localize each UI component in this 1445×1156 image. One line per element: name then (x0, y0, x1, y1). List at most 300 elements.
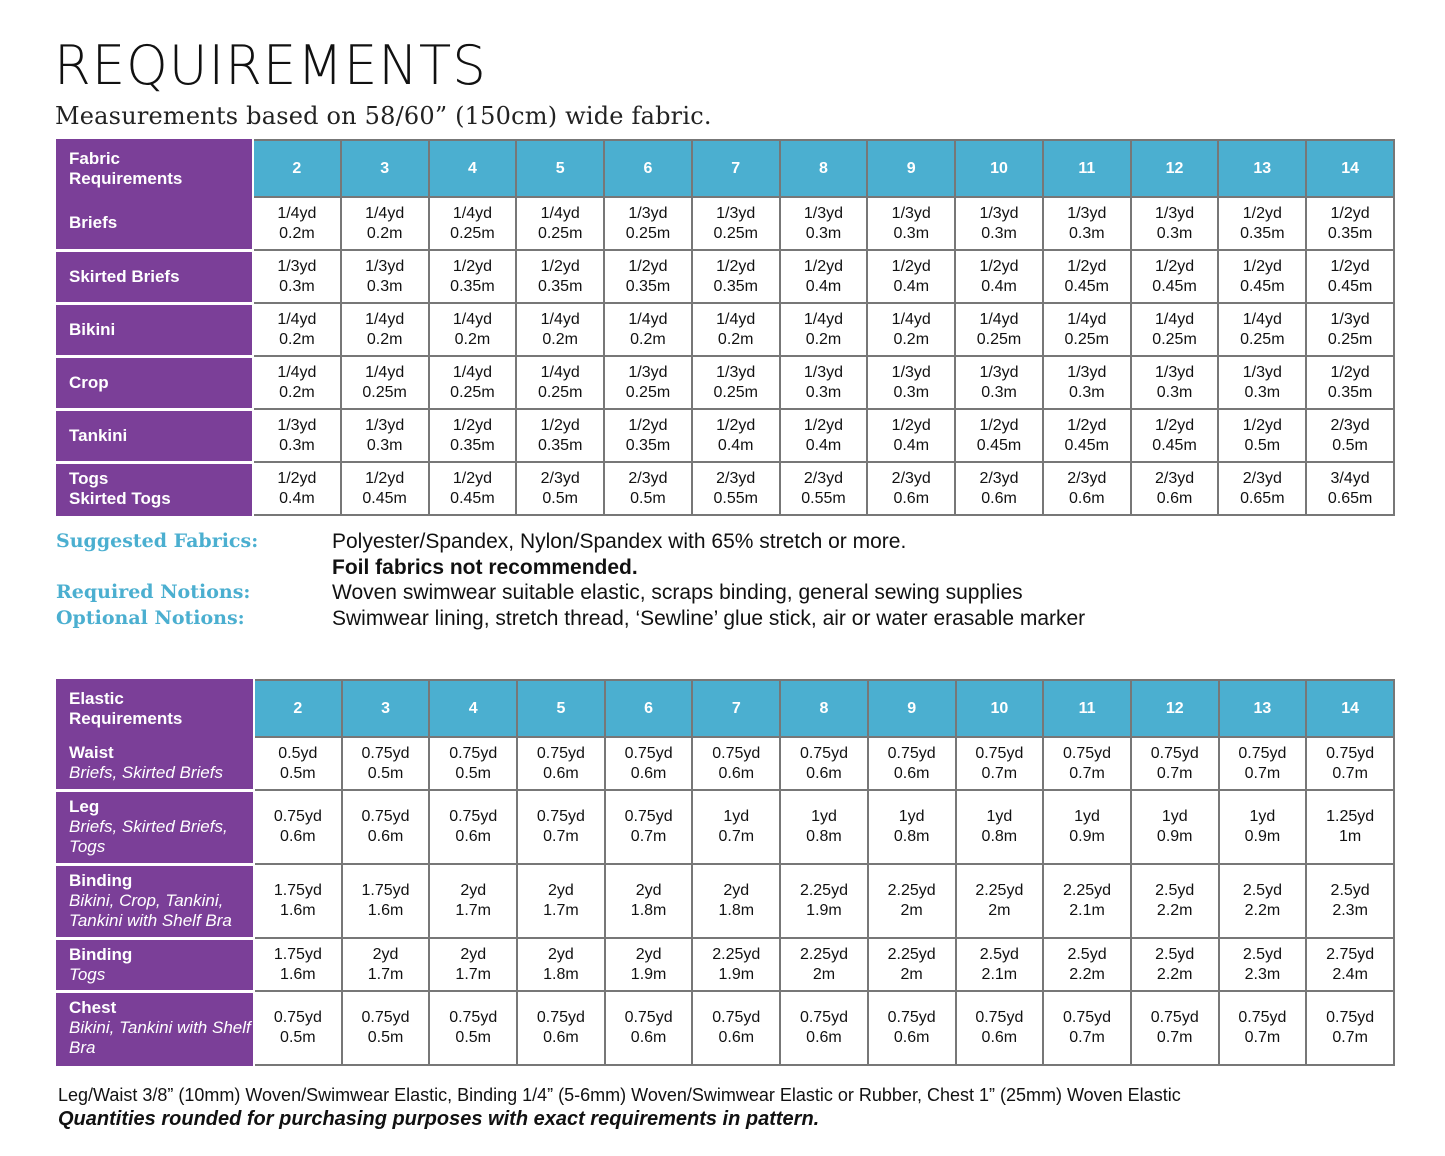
yards-value: 1/2yd (803, 416, 844, 434)
yards-value: 1/4yd (365, 363, 405, 381)
yards-value: 1/3yd (628, 363, 668, 381)
required-notions-row (56, 580, 1256, 606)
yards-value: 1/4yd (716, 310, 756, 328)
meters-value: 0.7m (1332, 1029, 1368, 1046)
size-header: 8 (780, 680, 868, 737)
yards-value: 3/4yd (1330, 469, 1370, 487)
yards-value: 1/2yd (1154, 416, 1195, 434)
meters-value: 0.8m (981, 828, 1018, 845)
yards-value: 2.25yd (799, 945, 848, 963)
row-label: Leg Briefs, Skirted Briefs, Togs (57, 790, 254, 864)
table-cell (692, 303, 780, 356)
meters-value: 0.7m (1244, 764, 1281, 782)
yards-value: 1.25yd (1326, 808, 1375, 825)
meters-value: 0.45m (1064, 436, 1109, 454)
table-cell (1306, 197, 1394, 250)
meters-value: 0.5m (280, 764, 316, 782)
meters-value: 0.3m (805, 383, 842, 401)
yards-value: 0.75yd (799, 744, 848, 762)
meters-value: 2.3m (1244, 965, 1281, 983)
yards-value: 0.75yd (1063, 744, 1112, 762)
size-header: 11 (1043, 680, 1131, 737)
meters-value: 0.45m (450, 489, 495, 507)
table-cell (955, 409, 1043, 462)
table-cell (867, 409, 955, 462)
size-header: 9 (868, 680, 956, 737)
yards-value: 1/2yd (803, 257, 844, 275)
yards-value: 2yd (723, 882, 750, 899)
yards-value: 0.75yd (799, 1009, 848, 1026)
table-cell (956, 864, 1044, 938)
yards-value: 1/2yd (452, 469, 492, 487)
yards-value: 1/2yd (365, 469, 405, 487)
row-label: Skirted Briefs (57, 250, 253, 303)
table-row (57, 462, 1394, 515)
meters-value: 0.3m (805, 224, 842, 242)
meters-value: 0.4m (805, 436, 842, 454)
meters-value: 1.8m (718, 902, 755, 919)
table-cell (1131, 409, 1219, 462)
table-cell (1306, 938, 1394, 991)
meters-value: 0.35m (450, 436, 495, 454)
yards-value: 0.75yd (361, 744, 410, 762)
yards-value: 2yd (635, 945, 662, 963)
yards-value: 1yd (723, 808, 750, 825)
meters-value: 0.7m (1156, 1029, 1193, 1046)
table-cell (1306, 303, 1394, 356)
yards-value: 1/3yd (979, 363, 1019, 381)
yards-value: 2.25yd (799, 882, 848, 899)
yards-value: 1/3yd (716, 204, 756, 222)
table-cell (692, 250, 780, 303)
meters-value: 0.3m (366, 277, 403, 295)
yards-value: 0.75yd (887, 1009, 936, 1026)
yards-value: 2yd (635, 882, 662, 899)
yards-value: 2.5yd (1242, 882, 1282, 899)
meters-value: 0.6m (981, 1029, 1018, 1046)
yards-value: 1/2yd (1330, 363, 1370, 381)
yards-value: 2.5yd (1155, 882, 1195, 899)
meters-value: 0.7m (1244, 1029, 1281, 1046)
meters-value: 1.9m (806, 902, 842, 919)
size-header: 9 (867, 140, 955, 197)
meters-value: 2m (988, 902, 1011, 919)
meters-value: 0.45m (1152, 436, 1197, 454)
yards-value: 1yd (898, 808, 925, 825)
yards-value: 1/4yd (891, 310, 931, 328)
table-cell (342, 938, 430, 991)
meters-value: 0.3m (981, 383, 1017, 401)
yards-value: 1/3yd (1242, 363, 1282, 381)
table-cell (429, 737, 517, 790)
yards-value: 2/3yd (716, 469, 756, 487)
table-row (57, 250, 1394, 303)
table-cell (517, 864, 605, 938)
meters-value: 0.25m (450, 383, 495, 401)
meters-value: 0.3m (1244, 383, 1281, 401)
meters-value: 0.45m (1152, 277, 1197, 295)
table-cell (868, 991, 956, 1065)
table-row (57, 737, 1394, 790)
size-header: 5 (516, 140, 604, 197)
yards-value: 1/3yd (1154, 204, 1195, 222)
meters-value: 0.2m (893, 330, 930, 348)
table-cell (1043, 991, 1131, 1065)
yards-value: 2/3yd (891, 469, 931, 487)
meters-value: 0.35m (450, 277, 495, 295)
size-header: 13 (1219, 680, 1307, 737)
meters-value: 0.35m (1327, 383, 1373, 401)
table-cell (692, 356, 780, 409)
table-cell (429, 462, 517, 515)
yards-value: 1yd (1249, 808, 1276, 825)
elastic-requirements-table (56, 679, 1395, 1066)
meters-value: 0.35m (625, 277, 671, 295)
meters-value: 1.7m (455, 965, 491, 983)
row-sublabel: Briefs, Skirted Briefs, Togs (69, 817, 228, 856)
meters-value: 0.8m (893, 828, 930, 845)
yards-value: 2.25yd (1063, 882, 1112, 899)
table-cell (429, 938, 517, 991)
yards-value: 0.75yd (1238, 744, 1287, 762)
meters-value: 0.6m (806, 1029, 842, 1046)
meters-value: 0.3m (1156, 224, 1193, 242)
footer-notes (58, 1084, 1181, 1132)
yards-value: 1/3yd (891, 363, 931, 381)
table-cell (1043, 303, 1131, 356)
table-cell (1043, 409, 1131, 462)
yards-value: 0.75yd (975, 1009, 1024, 1026)
table-header-row (57, 680, 1394, 737)
meters-value: 0.25m (362, 383, 407, 401)
meters-value: 0.25m (1152, 330, 1197, 348)
table-cell (1043, 250, 1131, 303)
row-label: Binding Bikini, Crop, Tankini, Tankini with Shelf Bra (57, 864, 254, 938)
meters-value: 0.3m (279, 436, 315, 454)
meters-value: 1.7m (543, 902, 579, 919)
meters-value: 0.6m (280, 828, 316, 845)
size-header: 14 (1306, 140, 1394, 197)
meters-value: 0.25m (713, 383, 758, 401)
table-cell (429, 409, 517, 462)
meters-value: 2.2m (1156, 902, 1193, 919)
meters-value: 0.9m (1244, 828, 1281, 845)
table-cell (692, 938, 780, 991)
size-header: 14 (1306, 680, 1394, 737)
yards-value: 1/3yd (365, 257, 405, 275)
meters-value: 1.9m (630, 965, 667, 983)
table-cell (868, 938, 956, 991)
table-cell (1131, 462, 1219, 515)
table-cell (780, 356, 868, 409)
meters-value: 0.2m (717, 330, 754, 348)
table-cell (254, 938, 342, 991)
meters-value: 0.7m (630, 828, 667, 845)
meters-value: 0.6m (893, 489, 930, 507)
table-cell (254, 864, 342, 938)
table-cell (253, 197, 341, 250)
yards-value: 0.75yd (536, 808, 585, 825)
meters-value: 0.5m (367, 1029, 404, 1046)
table-cell (955, 197, 1043, 250)
required-notions-text: Woven swimwear suitable elastic, scraps binding, general sewing supplies (332, 581, 1023, 604)
meters-value: 0.5m (367, 764, 404, 782)
yards-value: 1/4yd (1242, 310, 1282, 328)
table-cell (868, 790, 956, 864)
table-cell (253, 356, 341, 409)
required-notions-label: Required Notions: (56, 581, 251, 603)
meters-value: 0.5m (1332, 436, 1368, 454)
yards-value: 1/4yd (365, 204, 405, 222)
meters-value: 0.2m (630, 330, 666, 348)
table-cell (955, 250, 1043, 303)
table-cell (955, 303, 1043, 356)
table-row (57, 991, 1394, 1065)
table-cell (1219, 864, 1307, 938)
meters-value: 0.6m (1068, 489, 1105, 507)
table-cell (516, 303, 604, 356)
table-row (57, 864, 1394, 938)
meters-value: 0.3m (1156, 383, 1193, 401)
yards-value: 2.75yd (1326, 945, 1375, 963)
yards-value: 0.75yd (1326, 744, 1375, 762)
yards-value: 1/3yd (803, 204, 844, 222)
meters-value: 0.25m (537, 224, 583, 242)
table-cell (604, 462, 692, 515)
table-cell (956, 790, 1044, 864)
yards-value: 2/3yd (979, 469, 1019, 487)
meters-value: 0.55m (713, 489, 758, 507)
yards-value: 1/2yd (979, 257, 1019, 275)
table-cell (1043, 938, 1131, 991)
table-cell (692, 864, 780, 938)
yards-value: 1/4yd (452, 363, 492, 381)
table-cell (254, 737, 342, 790)
table-cell (1218, 303, 1306, 356)
table-cell (1218, 250, 1306, 303)
table-cell (517, 737, 605, 790)
table-cell (605, 864, 693, 938)
table-cell (868, 737, 956, 790)
yards-value: 2.5yd (1155, 945, 1195, 963)
yards-value: 1/3yd (365, 416, 405, 434)
meters-value: 0.7m (1069, 764, 1105, 782)
yards-value: 1/2yd (1330, 204, 1370, 222)
table-cell (692, 197, 780, 250)
table-cell (780, 409, 868, 462)
yards-value: 0.75yd (273, 1009, 322, 1026)
meters-value: 0.4m (717, 436, 754, 454)
yards-value: 1/3yd (803, 363, 844, 381)
meters-value: 0.4m (981, 277, 1017, 295)
meters-value: 0.6m (543, 764, 579, 782)
meters-value: 0.6m (630, 764, 667, 782)
meters-value: 2.2m (1156, 965, 1193, 983)
table-cell (253, 250, 341, 303)
meters-value: 0.7m (718, 828, 755, 845)
meters-value: 0.35m (537, 436, 583, 454)
table-cell (253, 303, 341, 356)
yards-value: 1/3yd (1067, 204, 1107, 222)
yards-value: 2.5yd (1330, 882, 1370, 899)
fabric-notes (56, 529, 1256, 631)
yards-value: 1/3yd (891, 204, 931, 222)
yards-value: 1/3yd (628, 204, 668, 222)
row-sublabel: Togs (69, 964, 106, 984)
size-header: 5 (517, 680, 605, 737)
meters-value: 0.4m (893, 277, 930, 295)
table-cell (516, 197, 604, 250)
meters-value: 0.2m (805, 330, 842, 348)
optional-notions-label: Optional Notions: (56, 606, 245, 629)
size-header: 7 (692, 140, 780, 197)
table-cell (692, 409, 780, 462)
yards-value: 1/2yd (979, 416, 1019, 434)
yards-value: 1/2yd (1154, 257, 1195, 275)
table-cell (1131, 790, 1219, 864)
table-cell (254, 790, 342, 864)
yards-value: 1/4yd (540, 310, 580, 328)
yards-value: 2.25yd (712, 945, 761, 963)
meters-value: 0.3m (1068, 383, 1105, 401)
table-cell (429, 356, 517, 409)
table-cell (1219, 790, 1307, 864)
meters-value: 2.2m (1069, 965, 1105, 983)
yards-value: 1/2yd (540, 257, 580, 275)
elastic-requirements-header: Elastic Requirements (57, 680, 254, 737)
table-cell (867, 197, 955, 250)
meters-value: 0.25m (713, 224, 758, 242)
meters-value: 0.5m (1244, 436, 1281, 454)
yards-value: 1/2yd (452, 257, 492, 275)
meters-value: 0.6m (1156, 489, 1193, 507)
table-cell (1131, 197, 1219, 250)
meters-value: 0.35m (1327, 224, 1373, 242)
yards-value: 1/4yd (452, 204, 492, 222)
yards-value: 0.75yd (1150, 744, 1199, 762)
table-cell (1306, 250, 1394, 303)
yards-value: 1/2yd (1067, 416, 1107, 434)
meters-value: 0.2m (279, 224, 315, 242)
meters-value: 1.7m (455, 902, 491, 919)
meters-value: 0.2m (366, 224, 403, 242)
meters-value: 1.7m (367, 965, 404, 983)
suggested-fabrics-text: Polyester/Spandex, Nylon/Spandex with 65% stretch or more. (332, 530, 907, 553)
meters-value: 0.25m (450, 224, 495, 242)
table-cell (1219, 737, 1307, 790)
yards-value: 0.75yd (624, 808, 673, 825)
yards-value: 1yd (811, 808, 837, 825)
table-cell (341, 303, 429, 356)
meters-value: 0.45m (1327, 277, 1373, 295)
yards-value: 1/2yd (452, 416, 492, 434)
table-cell (780, 864, 868, 938)
meters-value: 1.9m (718, 965, 755, 983)
table-cell (429, 197, 517, 250)
table-cell (341, 197, 429, 250)
meters-value: 0.6m (893, 764, 930, 782)
yards-value: 0.75yd (887, 744, 936, 762)
table-cell (955, 356, 1043, 409)
size-header: 4 (429, 140, 517, 197)
table-cell (605, 790, 693, 864)
table-cell (253, 462, 341, 515)
page-subtitle: Measurements based on 58/60” (150cm) wide fabric. (55, 102, 712, 130)
table-cell (955, 462, 1043, 515)
meters-value: 0.3m (279, 277, 315, 295)
meters-value: 2.1m (981, 965, 1018, 983)
table-cell (1043, 356, 1131, 409)
meters-value: 0.5m (455, 1029, 491, 1046)
yards-value: 0.75yd (1063, 1009, 1112, 1026)
meters-value: 0.45m (1240, 277, 1285, 295)
yards-value: 0.75yd (361, 1009, 410, 1026)
table-cell (956, 737, 1044, 790)
meters-value: 0.4m (893, 436, 930, 454)
meters-value: 0.9m (1069, 828, 1105, 845)
meters-value: 0.25m (537, 383, 583, 401)
yards-value: 1/2yd (1330, 257, 1370, 275)
table-cell (517, 938, 605, 991)
table-cell (341, 356, 429, 409)
table-cell (1043, 197, 1131, 250)
meters-value: 0.6m (806, 764, 842, 782)
size-header: 4 (429, 680, 517, 737)
meters-value: 1.6m (367, 902, 404, 919)
yards-value: 2.5yd (1067, 945, 1107, 963)
meters-value: 1.8m (630, 902, 667, 919)
fabric-requirements-table (56, 139, 1395, 516)
table-cell (780, 938, 868, 991)
yards-value: 1/4yd (979, 310, 1019, 328)
row-label: Tankini (57, 409, 253, 462)
yards-value: 1/4yd (277, 363, 317, 381)
meters-value: 0.2m (366, 330, 403, 348)
meters-value: 2.4m (1332, 965, 1368, 983)
yards-value: 1/2yd (891, 257, 931, 275)
table-cell (1131, 303, 1219, 356)
meters-value: 0.45m (362, 489, 407, 507)
size-header: 10 (956, 680, 1044, 737)
table-cell (1218, 409, 1306, 462)
table-cell (605, 938, 693, 991)
meters-value: 0.7m (543, 828, 579, 845)
table-cell (1306, 790, 1394, 864)
yards-value: 2yd (460, 945, 487, 963)
table-cell (429, 303, 517, 356)
meters-value: 0.3m (893, 224, 930, 242)
meters-value: 0.3m (893, 383, 930, 401)
yards-value: 0.75yd (975, 744, 1024, 762)
yards-value: 1yd (986, 808, 1013, 825)
yards-value: 2yd (460, 882, 487, 899)
size-header: 8 (780, 140, 868, 197)
yards-value: 0.75yd (624, 1009, 673, 1026)
rounding-note: Quantities rounded for purchasing purposes with exact requirements in pattern. (58, 1108, 820, 1130)
table-cell (341, 462, 429, 515)
table-cell (1306, 864, 1394, 938)
meters-value: 0.65m (1327, 489, 1373, 507)
meters-value: 0.45m (1064, 277, 1109, 295)
meters-value: 0.45m (976, 436, 1022, 454)
meters-value: 0.6m (543, 1029, 579, 1046)
yards-value: 1/3yd (1067, 363, 1107, 381)
size-header: 6 (604, 140, 692, 197)
table-cell (867, 250, 955, 303)
table-cell (867, 356, 955, 409)
table-cell (604, 356, 692, 409)
table-cell (341, 250, 429, 303)
